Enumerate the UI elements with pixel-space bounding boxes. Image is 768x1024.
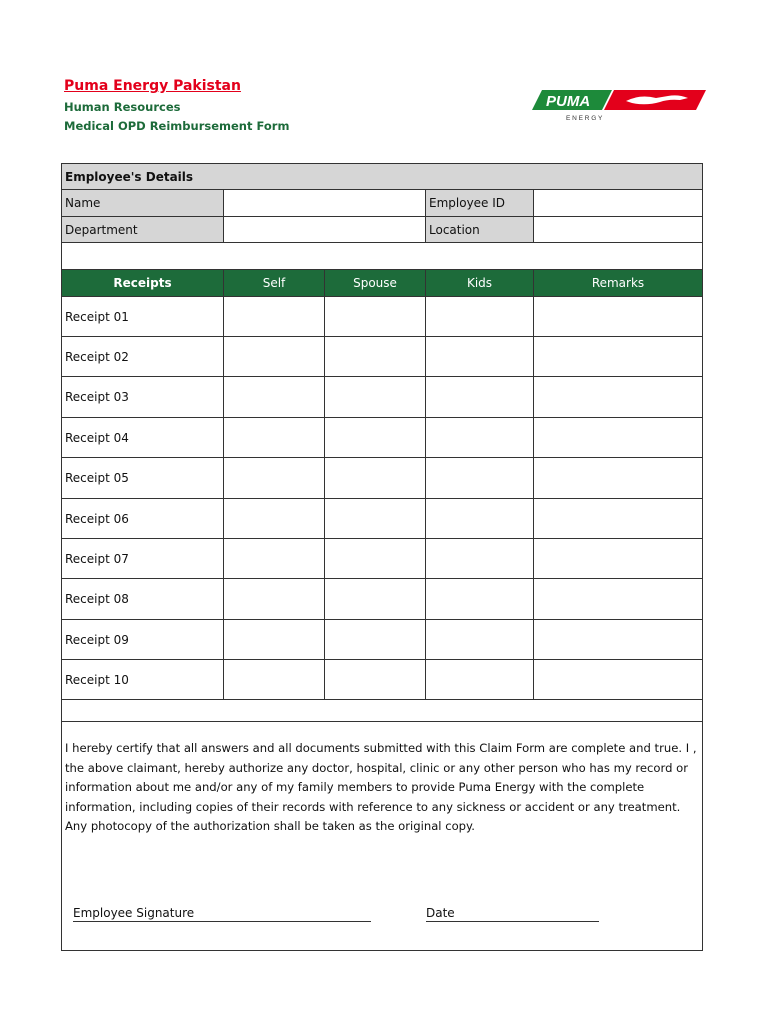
col-spouse: Spouse [325,270,425,296]
table-row [62,579,702,619]
receipt-label: Receipt 01 [65,309,129,324]
name-field[interactable] [224,190,425,216]
table-row [62,539,702,578]
table-row [62,620,702,659]
receipt-label: Receipt 02 [65,349,129,364]
table-row [62,297,702,336]
table-row [62,660,702,699]
receipts-header-row [62,270,702,296]
col-receipts: Receipts [62,270,223,296]
form-header [64,78,289,138]
receipt-label: Receipt 09 [65,632,129,647]
col-remarks: Remarks [534,270,702,296]
employee-row-department [62,217,702,242]
employee-details-title: Employee's Details [65,169,194,184]
col-self: Self [224,270,324,296]
employee-signature-line[interactable] [73,906,371,922]
employee-id-label: Employee ID [426,190,533,216]
employee-signature-label: Employee Signature [73,906,195,920]
department-label: Department [62,217,223,242]
date-label: Date [426,906,455,920]
employee-row-name [62,190,702,216]
table-row [62,458,702,498]
logo-sub-text: E N E R G Y [566,115,603,122]
table-row [62,418,702,457]
table-row [62,377,702,417]
certification-text: I hereby certify that all answers and all documents submitted with this Claim Form are complete and true. I , the above claimant, hereby authorize any doctor, hospital, clinic or any other person who has my record or information about me and/or any of my family members to provide Puma Energy with the complete information, including copies of their records with reference to any sickness or accident or any treatment. Any photocopy of the authorization shall be taken as the original copy. [65,741,697,833]
receipt-label: Receipt 06 [65,511,129,526]
logo-brand-text: PUMA [546,93,591,110]
receipt-label: Receipt 10 [65,672,129,687]
claim-form [61,163,703,951]
col-kids: Kids [426,270,533,296]
receipt-label: Receipt 05 [65,471,129,485]
company-name: Puma Energy Pakistan [64,78,241,94]
location-field[interactable] [534,217,702,242]
table-row [62,499,702,538]
form-title: Medical OPD Reimbursement Form [64,119,290,133]
receipt-label: Receipt 04 [65,430,129,445]
department-field[interactable] [224,217,425,242]
employee-id-field[interactable] [534,190,702,216]
puma-energy-logo [528,86,708,122]
receipt-label: Receipt 08 [65,592,129,606]
table-row [62,337,702,376]
receipt-label: Receipt 03 [65,390,129,404]
date-line[interactable] [426,906,599,922]
location-label: Location [426,217,533,242]
receipt-label: Receipt 07 [65,551,129,566]
name-label: Name [62,190,223,216]
department-name: Human Resources [64,100,181,114]
employee-details-header [62,164,702,189]
